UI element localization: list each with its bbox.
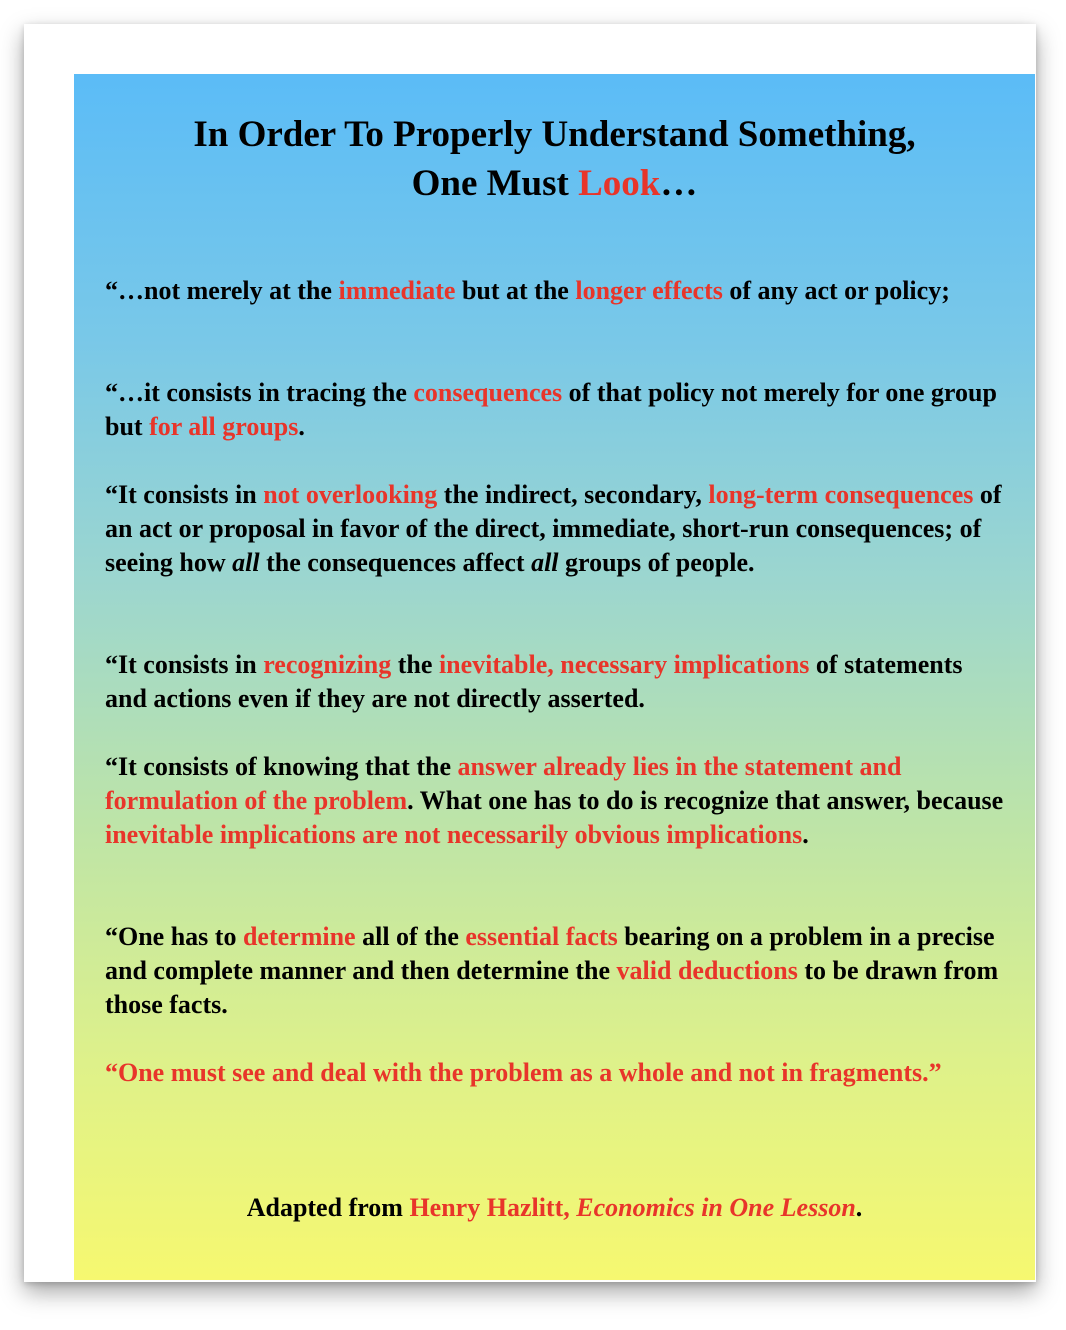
quote-text: “It consists of knowing that the: [105, 752, 458, 781]
quote-highlight: “One must see and deal with the problem as a whole and not in fragments.”: [105, 1058, 942, 1087]
title-line-1: In Order To Properly Understand Something,: [193, 114, 916, 155]
quote-text: “It consists in: [105, 650, 264, 679]
quote-text: “One has to: [105, 922, 243, 951]
quote-text: of statements and actions even if they are not directly asserted.: [105, 650, 963, 713]
quote-text: .: [298, 412, 305, 441]
quote-paragraph-7: [105, 1056, 1010, 1090]
quote-text: to be drawn from those facts.: [105, 956, 999, 1019]
citation-author: Henry Hazlitt,: [409, 1193, 577, 1222]
quote-paragraph-5: [105, 750, 1010, 852]
citation-prefix: Adapted from: [246, 1193, 410, 1222]
quote-highlight: recognizing: [263, 650, 392, 679]
title-highlight-look: Look: [578, 163, 661, 204]
quote-paragraph-1: [105, 274, 1010, 308]
quote-text: of an act or proposal in favor of the direct, immediate, short-run consequences; of seeing how: [105, 480, 1002, 577]
quote-highlight: determine: [242, 922, 356, 951]
quote-text: the: [391, 650, 439, 679]
citation: [74, 1191, 1035, 1225]
quote-emphasis: all: [531, 548, 559, 577]
quote-text: the consequences affect: [259, 548, 532, 577]
page-frame: [24, 24, 1036, 1282]
quote-highlight: essential facts: [465, 922, 618, 951]
quote-highlight: inevitable, necessary implications: [438, 650, 810, 679]
quote-paragraph-3: [105, 478, 1010, 580]
quote-text: . What one has to do is recognize that answer, because: [407, 786, 1004, 815]
quote-highlight: immediate: [338, 276, 456, 305]
quote-text: .: [802, 820, 809, 849]
quote-text: “…not merely at the: [105, 276, 339, 305]
quote-text: bearing on a problem in a precise and complete manner and then determine the: [105, 922, 995, 985]
quote-text: the indirect, secondary,: [437, 480, 709, 509]
quote-highlight: answer already lies in the statement and formulation of the problem: [105, 752, 902, 815]
quote-highlight: for all groups: [149, 412, 299, 441]
quote-text: but at the: [455, 276, 576, 305]
title-line-2-start: One Must: [411, 163, 579, 204]
quote-text: all of the: [355, 922, 466, 951]
quote-text: “…it consists in tracing the: [105, 378, 414, 407]
quote-text: of that policy not merely for one group but: [105, 378, 997, 441]
quote-paragraph-4: [105, 648, 1010, 716]
quote-highlight: long-term consequences: [708, 480, 974, 509]
quote-poster: [74, 74, 1035, 1280]
citation-book-title: Economics in One Lesson: [576, 1193, 856, 1222]
citation-suffix: .: [855, 1193, 863, 1222]
quote-paragraph-2: [105, 376, 1010, 444]
quote-highlight: inevitable implications are not necessarily obvious implications: [105, 820, 803, 849]
quote-paragraph-6: [105, 920, 1010, 1022]
quote-highlight: longer effects: [575, 276, 723, 305]
quote-highlight: not overlooking: [263, 480, 438, 509]
quote-emphasis: all: [232, 548, 260, 577]
quote-text: groups of people.: [558, 548, 755, 577]
title-line-2-end: …: [660, 163, 698, 204]
quote-highlight: valid deductions: [616, 956, 798, 985]
poster-title: [74, 110, 1035, 208]
quote-highlight: consequences: [413, 378, 563, 407]
quote-text: “It consists in: [105, 480, 264, 509]
quote-text: of any act or policy;: [722, 276, 950, 305]
